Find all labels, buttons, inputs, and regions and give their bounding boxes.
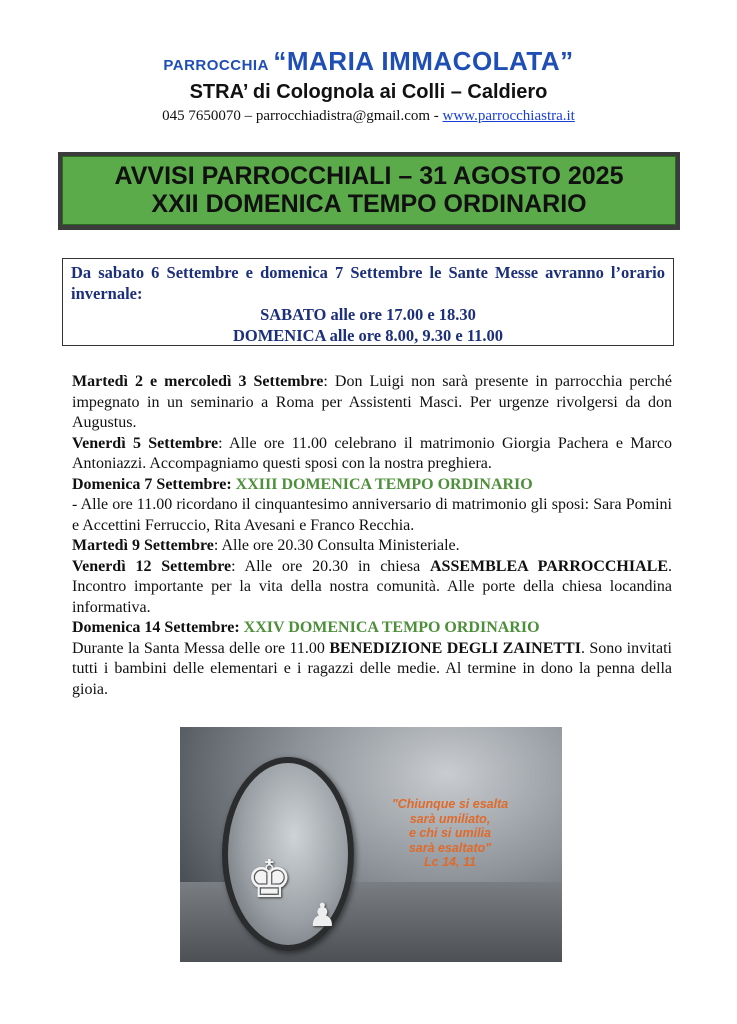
notices-banner <box>58 152 680 230</box>
announcement-item <box>72 495 672 536</box>
announcement-item <box>72 639 672 701</box>
announcement-sep: : <box>234 619 244 636</box>
parish-name: “MARIA IMMACOLATA” <box>273 46 574 76</box>
contact-text: 045 7650070 – parrocchiadistra@gmail.com - <box>162 108 443 124</box>
announcement-item <box>72 475 672 496</box>
quote-line: e chi si umilia <box>409 826 491 840</box>
parish-title <box>0 46 737 77</box>
liturgical-sunday: XXIII DOMENICA TEMPO ORDINARIO <box>235 475 533 493</box>
saturday-schedule: SABATO alle ore 17.00 e 18.30 <box>260 305 476 324</box>
announcement-strong: BENEDIZIONE DEGLI ZAINETTI <box>329 639 581 657</box>
quote-line: sarà esaltato" <box>408 840 492 855</box>
announcement-text: . Incontro importante per la vita della nostra comunità. Alle porte della chiesa locandina informativa. <box>72 557 672 616</box>
gospel-quote <box>375 797 525 870</box>
announcement-item <box>72 372 672 434</box>
announcement-strong: ASSEMBLEA PARROCCHIALE <box>430 557 668 575</box>
king-piece-icon: ♚ <box>246 852 293 909</box>
quote-line: sarà umiliato, <box>409 811 491 826</box>
liturgical-sunday: XXIV DOMENICA TEMPO ORDINARIO <box>243 619 540 636</box>
announcement-item <box>72 618 672 639</box>
announcement-date: Martedì 2 e mercoledì 3 Settembre <box>72 373 324 390</box>
pawn-piece-icon: ♟ <box>308 897 337 933</box>
announcement-text: - Alle ore 11.00 ricordano il cinquantesimo anniversario di matrimonio gli sposi: Sara Pomini e Accettini Ferruccio, Rita Avesani e Franco Recchia. <box>72 496 672 534</box>
banner-subtitle: XXII DOMENICA TEMPO ORDINARIO <box>151 189 587 218</box>
parish-contacts <box>0 108 737 125</box>
parish-prefix: PARROCCHIA <box>163 57 269 74</box>
announcement-date: Martedì 9 Settembre <box>72 537 214 554</box>
announcement-date: Venerdì 5 Settembre <box>72 434 219 452</box>
sunday-schedule: DOMENICA alle ore 8.00, 9.30 e 11.00 <box>232 326 504 345</box>
announcement-item <box>72 536 672 557</box>
parish-header <box>0 46 737 125</box>
quote-line: "Chiunque si esalta <box>391 797 509 811</box>
announcement-date: Domenica 14 Settembre <box>72 619 235 636</box>
announcement-text: : Alle ore 11.00 celebrano il matrimonio Giorgia Pachera e Marco Antoniazzi. Accompagniamo questi sposi con la nostra preghiera. <box>72 434 673 472</box>
announcement-sep: : <box>226 475 236 493</box>
banner-title: AVVISI PARROCCHIALI – 31 AGOSTO 2025 <box>114 162 624 190</box>
website-link[interactable]: www.parrocchiastra.it <box>442 108 575 124</box>
mass-schedule-notice <box>62 258 674 346</box>
announcement-date: Venerdì 12 Settembre <box>72 557 232 575</box>
announcement-text: . Sono invitati tutti i bambini delle elementari e i ragazzi delle medie. Al termine in dono la penna della gioia. <box>72 639 672 698</box>
announcement-item <box>72 557 672 619</box>
announcement-text: : Don Luigi non sarà presente in parrocchia perché impegnato in un seminario a Roma per Assistenti Masci. Per urgenze rivolgersi da don Augustus. <box>72 373 673 431</box>
announcements-list <box>72 372 672 700</box>
announcement-text: : Alle ore 20.30 Consulta Ministeriale. <box>213 537 460 554</box>
announcement-date: Domenica 7 Settembre <box>72 475 227 493</box>
notice-intro: Da sabato 6 Settembre e domenica 7 Settembre le Sante Messe avranno l’orario invernale: <box>71 263 665 303</box>
announcement-text: Durante la Santa Messa delle ore 11.00 <box>72 639 330 657</box>
mirror-chess-image <box>180 727 562 962</box>
parish-location: STRA’ di Colognola ai Colli – Caldiero <box>189 81 548 103</box>
announcement-text: : Alle ore 20.30 in chiesa <box>231 557 430 575</box>
quote-reference: Lc 14, 11 <box>424 855 476 869</box>
announcement-item <box>72 434 672 475</box>
